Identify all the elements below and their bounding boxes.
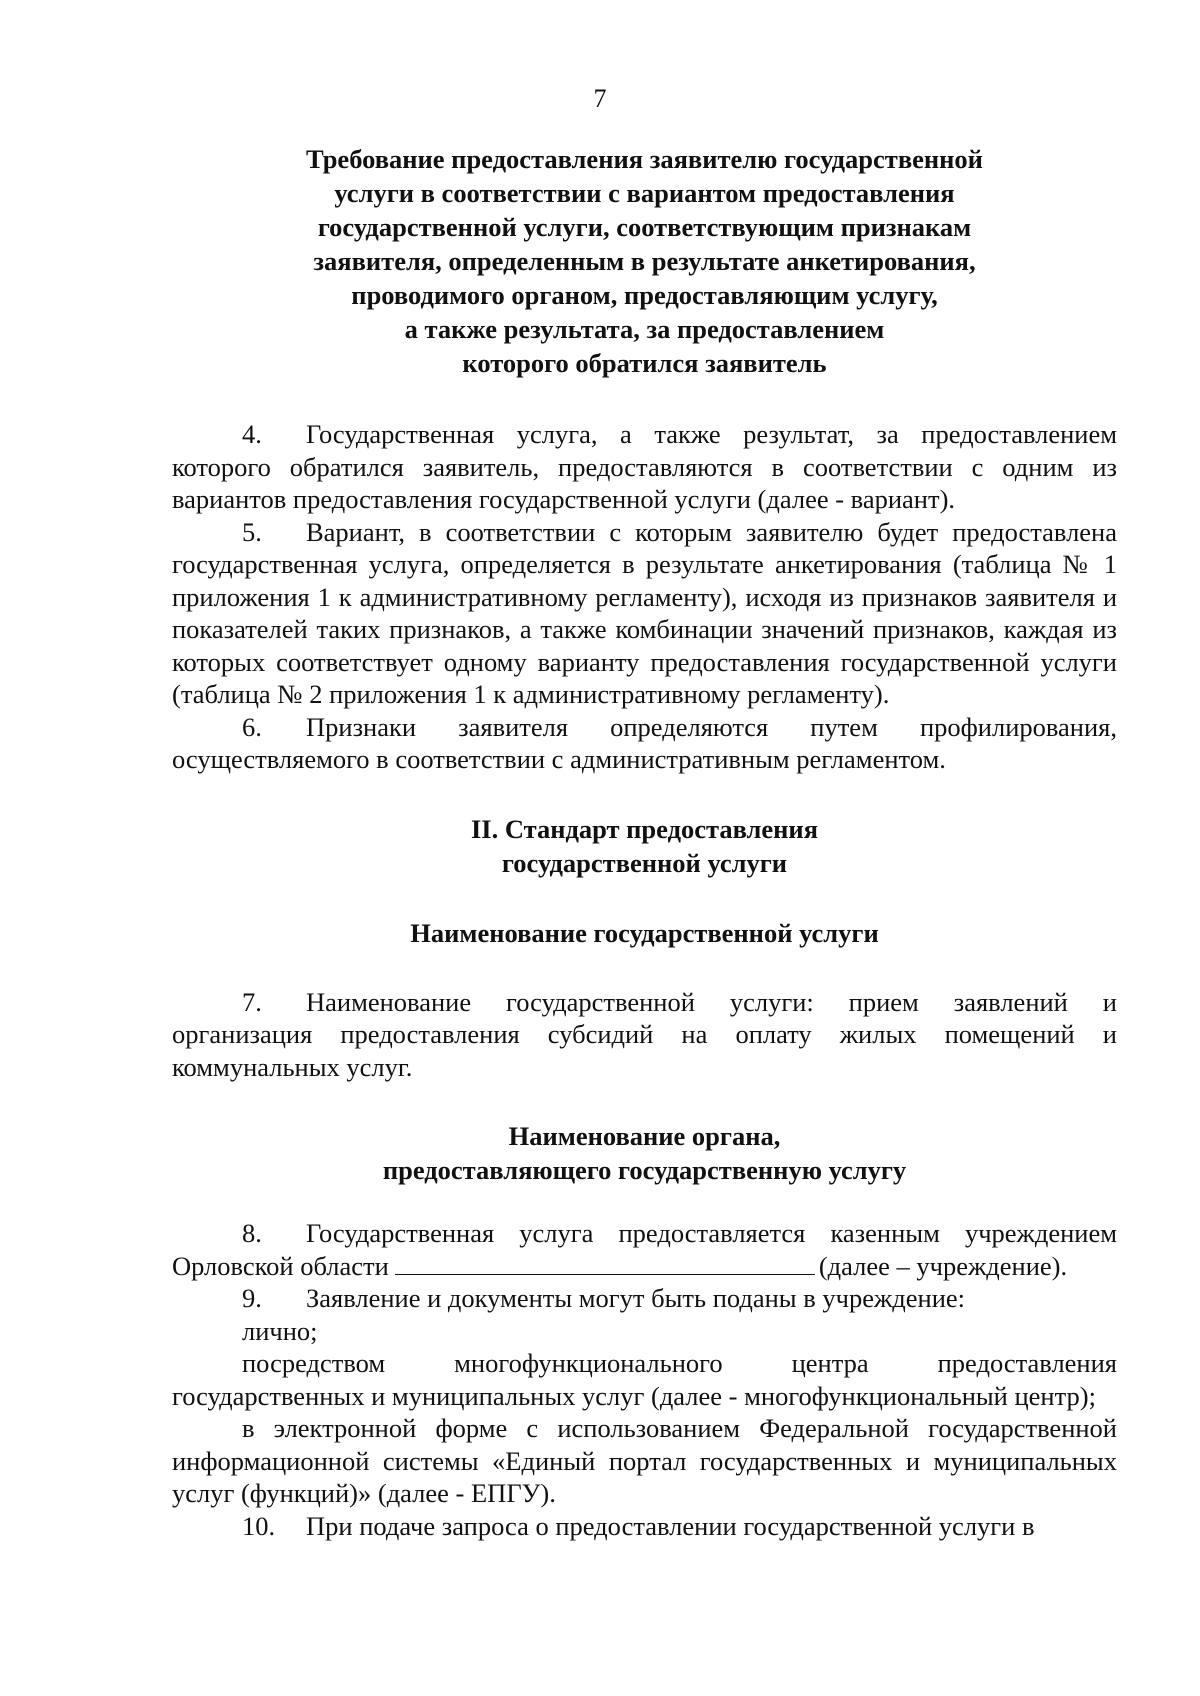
paragraph-text: Признаки заявителя определяются путем профилирования, осуществляемого в соответствии с административным регламентом.: [172, 711, 1117, 774]
section-heading-organ-name: [172, 1119, 1117, 1187]
paragraph-6: [172, 711, 1117, 776]
paragraph-number: 7.: [242, 986, 262, 1017]
paragraph-8: [172, 1217, 1117, 1282]
document-body: [172, 142, 1117, 1542]
section-heading-service-name: [172, 916, 1117, 950]
paragraph-text: Государственная услуга, а также результат, за предоставлением которого обратился заявитель, предоставляются в соответствии с одним из вариантов предоставления государственной услуги (далее - вариант).: [172, 419, 1117, 514]
heading-line: проводимого органом, предоставляющим услугу,: [351, 280, 938, 310]
heading-line: которого обратился заявитель: [462, 348, 827, 378]
heading-line: услуги в соответствии с вариантом предоставления: [334, 178, 955, 208]
paragraph-10: [172, 1510, 1117, 1543]
paragraph-number: 10.: [242, 1510, 276, 1541]
heading-line: Наименование органа,: [508, 1121, 781, 1151]
page-number: 7: [593, 84, 607, 113]
paragraph-4: [172, 418, 1117, 516]
paragraph-number: 9.: [242, 1283, 262, 1313]
paragraph-text: Наименование государственной услуги: прием заявлений и организация предоставления субсидий на оплату жилых помещений и коммунальных услуг.: [172, 986, 1117, 1082]
heading-line: предоставляющего государственную услугу: [382, 1155, 907, 1185]
list-item: в электронной форме с использованием Федеральной государственной информационной системы «Единый портал государственных и муниципальных услуг (функций)» (далее - ЕПГУ).: [172, 1413, 1117, 1508]
section-heading-standard: [172, 812, 1117, 880]
heading-line: II. Стандарт предоставления: [470, 813, 819, 844]
blank-fill-line: [395, 1250, 815, 1275]
section-heading-requirement: [172, 142, 1117, 380]
heading-line: государственной услуги, соответствующим признакам: [317, 212, 972, 242]
heading-line: заявителя, определенным в результате анкетирования,: [313, 246, 976, 276]
paragraph-number: 5.: [242, 516, 262, 547]
paragraph-text: Государственная услуга предоставляется казенным учреждением Орловской области: [172, 1218, 1117, 1281]
paragraph-text: (далее – учреждение).: [818, 1250, 1068, 1281]
list-item: посредством многофункционального центра предоставления государственных и муниципальных услуг (далее - многофункциональный центр);: [172, 1348, 1117, 1411]
paragraph-text: Вариант, в соответствии с которым заявителю будет предоставлена государственная услуга, определяется в результате анкетирования (таблица № 1 приложения 1 к административному регламенту), исходя из признаков заявителя и показателей таких признаков, а также комбинации значений признаков, каждая из которых соответствует одному варианту предоставления государственной услуги (таблица № 2 приложения 1 к административному регламенту).: [172, 516, 1117, 709]
paragraph-text: Заявление и документы могут быть поданы в учреждение:: [306, 1283, 966, 1313]
paragraph-number: 8.: [242, 1218, 262, 1248]
paragraph-9: [172, 1282, 1117, 1315]
paragraph-number: 6.: [242, 711, 262, 742]
paragraph-text: При подаче запроса о предоставлении государственной услуги в: [306, 1510, 1035, 1541]
heading-line: государственной услуги: [501, 847, 788, 878]
paragraph-number: 4.: [242, 419, 262, 449]
heading-line: Наименование государственной услуги: [410, 917, 879, 948]
heading-line: Требование предоставления заявителю государственной: [306, 144, 983, 174]
list-item: лично;: [242, 1315, 318, 1346]
heading-line: а также результата, за предоставлением: [404, 314, 885, 344]
paragraph-7: [172, 986, 1117, 1084]
paragraph-5: [172, 516, 1117, 711]
